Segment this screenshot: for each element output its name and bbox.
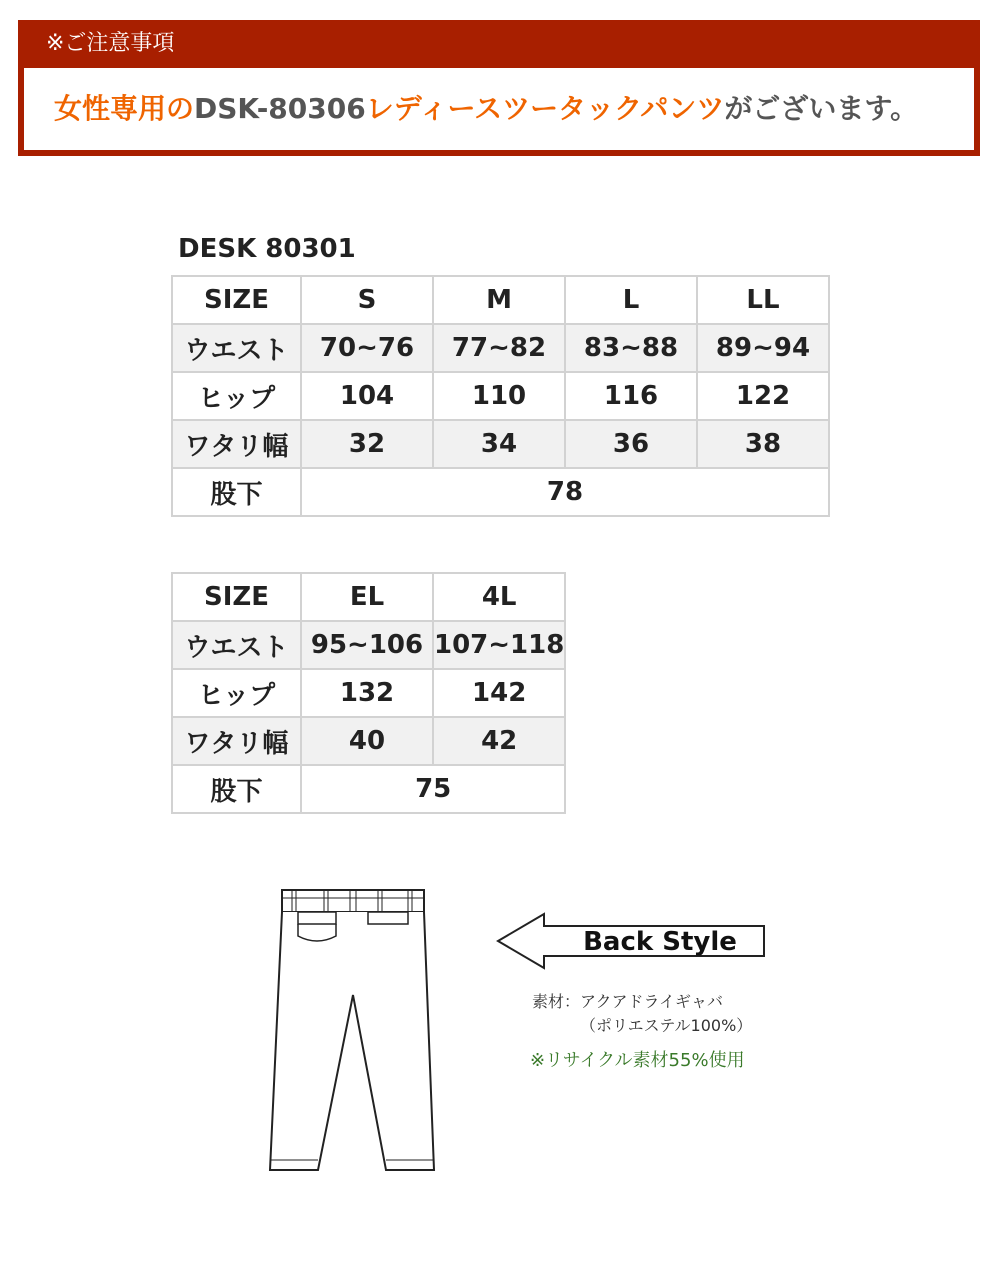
notice-box: [18, 20, 980, 156]
table-cell: S: [301, 276, 433, 324]
table-cell: 104: [301, 372, 433, 420]
table-cell: ワタリ幅: [172, 717, 301, 765]
material-composition: （ポリエステル100%）: [580, 1016, 753, 1035]
material-line: 素材：アクアドライギャバ: [532, 992, 724, 1011]
table-row: [172, 669, 565, 717]
table-cell: 38: [697, 420, 829, 468]
model-title: DESK 80301: [178, 234, 356, 264]
pants-back-icon: [262, 880, 442, 1180]
table-cell: 107~118: [433, 621, 565, 669]
table-cell: 32: [301, 420, 433, 468]
notice-text-product: レディースツータックパンツ: [365, 92, 725, 125]
table-cell: 142: [433, 669, 565, 717]
table-cell: EL: [301, 573, 433, 621]
recycle-note: ※リサイクル素材55%使用: [530, 1050, 745, 1071]
table-cell: 132: [301, 669, 433, 717]
table-cell: M: [433, 276, 565, 324]
notice-text-suffix: がございます。: [724, 92, 919, 125]
table-row: [172, 621, 565, 669]
material-info: [532, 990, 752, 1038]
table-cell: 34: [433, 420, 565, 468]
notice-text-women-only: 女性専用の: [54, 92, 195, 125]
table-row: [172, 420, 829, 468]
size-table-2: [171, 572, 566, 814]
table-cell: 116: [565, 372, 697, 420]
table-cell: ウエスト: [172, 324, 301, 372]
table-row: [172, 324, 829, 372]
table-cell: SIZE: [172, 573, 301, 621]
back-style-label: Back Style: [583, 927, 737, 957]
table-cell: 75: [301, 765, 565, 813]
notice-text-model: DSK-80306: [194, 92, 366, 125]
table-cell: 40: [301, 717, 433, 765]
table-cell: L: [565, 276, 697, 324]
table-cell: SIZE: [172, 276, 301, 324]
table-row: [172, 372, 829, 420]
size-table-1: [171, 275, 830, 517]
table-cell: 股下: [172, 765, 301, 813]
table-row-inseam: [172, 765, 565, 813]
table-cell: 95~106: [301, 621, 433, 669]
table-cell: 122: [697, 372, 829, 420]
notice-message: [24, 68, 974, 150]
table-cell: 36: [565, 420, 697, 468]
table-header-row: [172, 276, 829, 324]
table-cell: ヒップ: [172, 372, 301, 420]
table-cell: 78: [301, 468, 829, 516]
table-cell: 83~88: [565, 324, 697, 372]
notice-header: ※ご注意事項: [46, 31, 175, 56]
table-cell: LL: [697, 276, 829, 324]
table-cell: 42: [433, 717, 565, 765]
table-cell: 110: [433, 372, 565, 420]
table-row-inseam: [172, 468, 829, 516]
table-cell: 89~94: [697, 324, 829, 372]
table-row: [172, 717, 565, 765]
table-cell: 4L: [433, 573, 565, 621]
table-cell: 70~76: [301, 324, 433, 372]
table-cell: 股下: [172, 468, 301, 516]
table-cell: ワタリ幅: [172, 420, 301, 468]
table-cell: ウエスト: [172, 621, 301, 669]
table-header-row: [172, 573, 565, 621]
table-cell: ヒップ: [172, 669, 301, 717]
table-cell: 77~82: [433, 324, 565, 372]
